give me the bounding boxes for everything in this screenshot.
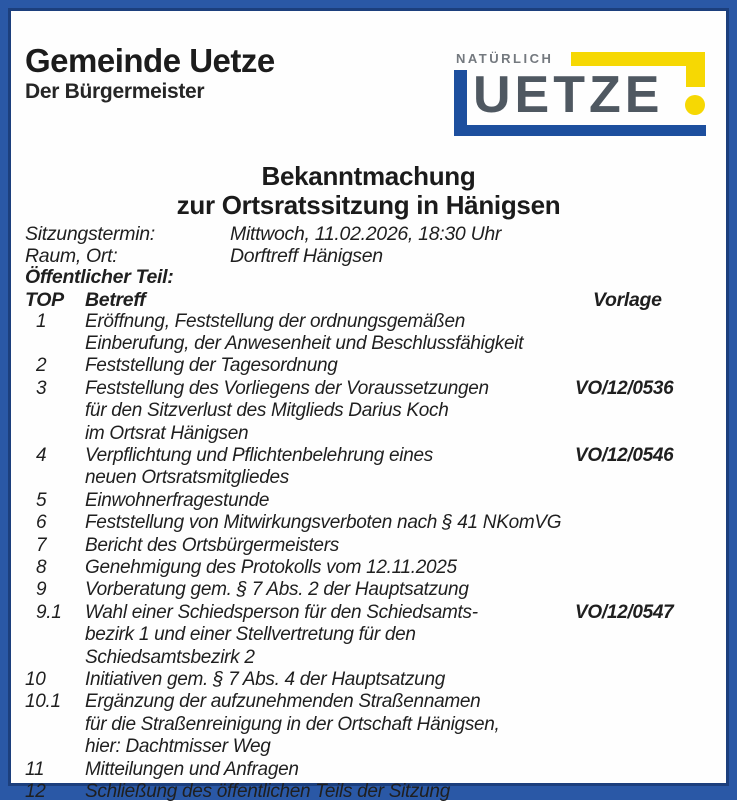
- logo-yellow-bar-top-icon: [571, 52, 705, 66]
- agenda-item-number: 1: [25, 311, 85, 356]
- agenda-item: [25, 781, 712, 803]
- agenda-subject-line: Einwohnerfragestunde: [85, 490, 712, 512]
- agenda-subject-line: Vorberatung gem. § 7 Abs. 2 der Hauptsatzung: [85, 579, 712, 601]
- logo-yellow-bar-right-icon: [686, 52, 705, 87]
- agenda-column-headers: [25, 289, 712, 311]
- agenda-subject-line: hier: Dachtmisser Weg: [85, 736, 712, 758]
- section-heading-public-part: Öffentlicher Teil:: [25, 267, 712, 289]
- notice-title: [25, 162, 712, 220]
- agenda-item-number: 2: [25, 355, 85, 377]
- agenda-item: [25, 355, 712, 377]
- agenda-item: [25, 512, 712, 534]
- agenda-item: [25, 557, 712, 579]
- agenda-item-subject: [85, 781, 712, 803]
- agenda-subject-line: für die Straßenreinigung in der Ortschaft Hänigsen,: [85, 714, 712, 736]
- agenda-subject-line: Mitteilungen und Anfragen: [85, 759, 712, 781]
- agenda-item: [25, 691, 712, 758]
- agenda-subject-line: Verpflichtung und Pflichtenbelehrung eines: [85, 445, 712, 467]
- agenda-subject-line: Einberufung, der Anwesenheit und Beschlussfähigkeit: [85, 333, 712, 355]
- agency-subtitle: Der Bürgermeister: [25, 80, 712, 104]
- agenda-item-vorlage: VO/12/0546: [575, 445, 673, 467]
- agenda-item-vorlage: VO/12/0547: [575, 602, 673, 624]
- agenda-item-subject: [85, 311, 712, 356]
- meta-value-location: Dorftreff Hänigsen: [230, 246, 383, 268]
- agenda-item-number: 10.1: [25, 691, 85, 758]
- logo-tagline: NATÜRLICH: [456, 52, 553, 66]
- logo-wordmark: UETZE: [473, 69, 678, 121]
- notice-title-line1: Bekanntmachung: [25, 162, 712, 191]
- agenda-item: [25, 759, 712, 781]
- agenda-item-number: 7: [25, 535, 85, 557]
- agenda-subject-line: Feststellung der Tagesordnung: [85, 355, 712, 377]
- meta-value-date: Mittwoch, 11.02.2026, 18:30 Uhr: [230, 224, 501, 246]
- agenda-item-subject: [85, 579, 712, 601]
- column-header-vorlage: Vorlage: [593, 289, 662, 311]
- agenda-subject-line: Schiedsamtsbezirk 2: [85, 647, 712, 669]
- agenda-item-number: 11: [25, 759, 85, 781]
- meta-label-date: Sitzungstermin:: [25, 224, 230, 246]
- notice-title-line2: zur Ortsratssitzung in Hänigsen: [25, 191, 712, 220]
- agenda-subject-line: neuen Ortsratsmitgliedes: [85, 467, 712, 489]
- agenda-item-number: 10: [25, 669, 85, 691]
- agenda-item-number: 6: [25, 512, 85, 534]
- logo-yellow-dot-icon: [685, 95, 705, 115]
- agenda-subject-line: für den Sitzverlust des Mitglieds Darius Koch: [85, 400, 712, 422]
- agenda-item-number: 9.1: [25, 602, 85, 669]
- agenda-item: [25, 490, 712, 512]
- agenda-subject-line: Schließung des öffentlichen Teils der Sitzung: [85, 781, 712, 803]
- agenda-item: [25, 579, 712, 601]
- agency-name: Gemeinde Uetze: [25, 42, 712, 80]
- agenda-item-number: 12: [25, 781, 85, 803]
- agenda-item-number: 8: [25, 557, 85, 579]
- agenda-list: [25, 311, 712, 803]
- agenda-item-subject: [85, 535, 712, 557]
- agenda-subject-line: bezirk 1 und einer Stellvertretung für den: [85, 624, 712, 646]
- uetze-logo: [454, 52, 706, 136]
- agenda-subject-line: Genehmigung des Protokolls vom 12.11.2025: [85, 557, 712, 579]
- agenda-subject-line: Feststellung des Vorliegens der Voraussetzungen: [85, 378, 712, 400]
- agenda-item: [25, 535, 712, 557]
- agenda-item-subject: [85, 669, 712, 691]
- agenda-item-subject: [85, 512, 712, 534]
- agenda-item: [25, 669, 712, 691]
- meta-row-date: [25, 224, 712, 246]
- header: [25, 42, 712, 154]
- agenda-subject-line: Initiativen gem. § 7 Abs. 4 der Hauptsatzung: [85, 669, 712, 691]
- announcement-sheet: [8, 8, 729, 786]
- meta-block: [25, 224, 712, 289]
- meta-label-location: Raum, Ort:: [25, 246, 230, 268]
- agenda-item-subject: [85, 691, 712, 758]
- agenda-item: [25, 311, 712, 356]
- agenda-subject-line: Eröffnung, Feststellung der ordnungsgemäßen: [85, 311, 712, 333]
- agenda-item-vorlage: VO/12/0536: [575, 378, 673, 400]
- agenda-item: [25, 602, 712, 669]
- agenda-subject-line: im Ortsrat Hänigsen: [85, 423, 712, 445]
- agenda-item-number: 3: [25, 378, 85, 445]
- agenda-subject-line: Bericht des Ortsbürgermeisters: [85, 535, 712, 557]
- agenda-subject-line: Wahl einer Schiedsperson für den Schiedsamts-: [85, 602, 712, 624]
- agenda-subject-line: Ergänzung der aufzunehmenden Straßennamen: [85, 691, 712, 713]
- meta-row-location: [25, 246, 712, 268]
- agenda-item-number: 5: [25, 490, 85, 512]
- agenda-item: [25, 378, 712, 445]
- agenda-item-number: 9: [25, 579, 85, 601]
- column-header-subject: Betreff: [85, 289, 145, 311]
- agenda-item-subject: [85, 557, 712, 579]
- agenda-item-subject: [85, 759, 712, 781]
- agenda-item: [25, 445, 712, 490]
- logo-blue-bar-bottom-icon: [454, 125, 706, 136]
- agenda-item-subject: [85, 355, 712, 377]
- agenda-item-number: 4: [25, 445, 85, 490]
- column-header-top: TOP: [25, 289, 64, 311]
- agenda-item-subject: [85, 490, 712, 512]
- agenda-subject-line: Feststellung von Mitwirkungsverboten nach § 41 NKomVG: [85, 512, 712, 534]
